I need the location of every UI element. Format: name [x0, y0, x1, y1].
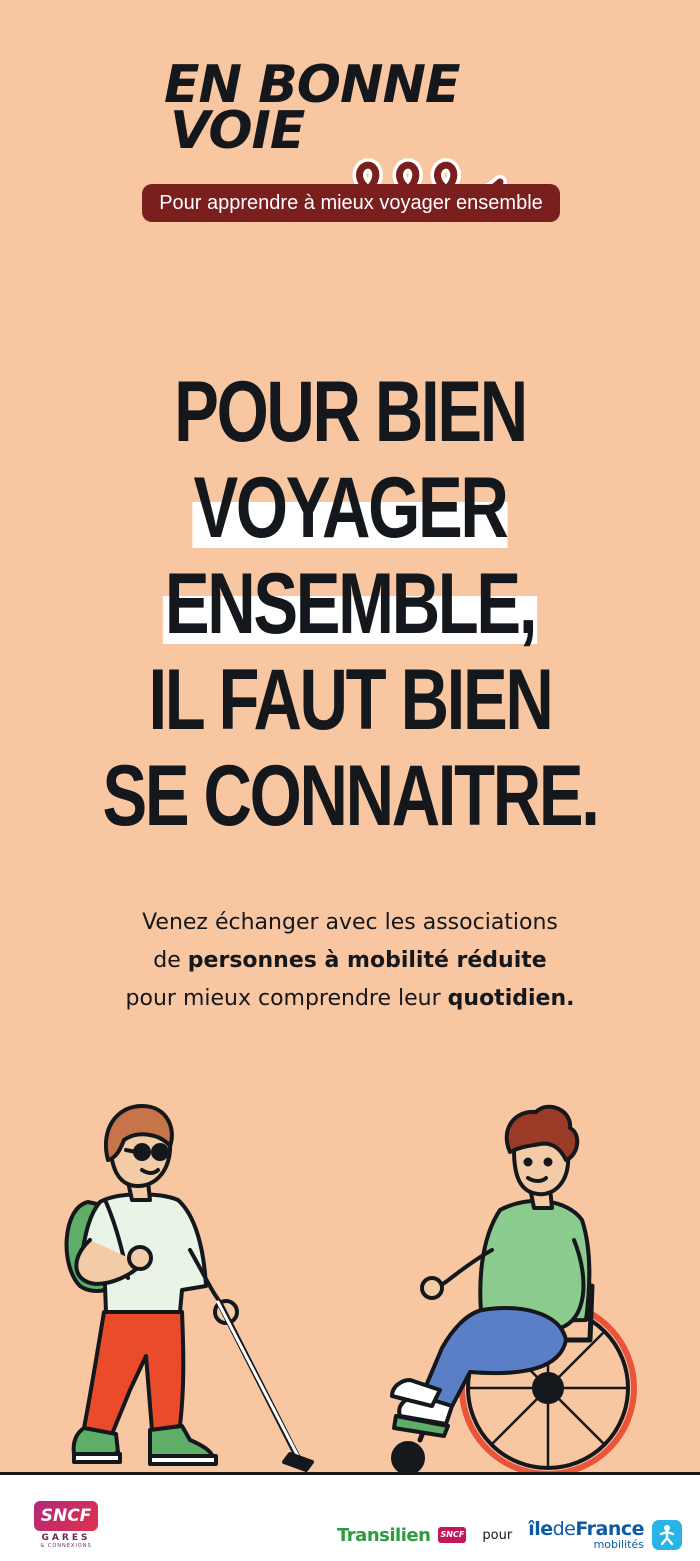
sncf-gares-label: GARES: [41, 1533, 91, 1543]
person-with-cane-illustration: [67, 1106, 312, 1470]
headline-line-1-text: POUR BIEN: [174, 364, 526, 460]
en-bonne-voie-logo: [140, 56, 560, 226]
body-text: [40, 904, 660, 1018]
transilien-sncf-badge: SNCF: [438, 1527, 466, 1543]
headline-line-5-text: SE CONNAITRE.: [102, 748, 598, 844]
partner-logos: [337, 1515, 682, 1555]
body-line-3-bold: quotidien.: [447, 986, 575, 1011]
logo-title-line2: VOIE: [170, 101, 305, 161]
idf-mobilites-icon: [652, 1520, 682, 1550]
idf-france: France: [575, 1518, 644, 1540]
person-in-wheelchair-illustration: [392, 1107, 634, 1474]
headline-line-3-text: ENSEMBLE,: [164, 556, 536, 652]
headline: [0, 364, 700, 844]
sncf-logo: [34, 1501, 98, 1551]
idf-mobilites-label: mobilités: [593, 1538, 644, 1551]
idf-ile: île: [528, 1518, 553, 1540]
body-line-3-prefix: pour mieux comprendre leur: [125, 986, 448, 1011]
body-line-2: [40, 942, 660, 980]
idf-mobilites-logo: [528, 1520, 644, 1550]
idf-wordmark: [528, 1520, 644, 1539]
headline-line-1: [77, 364, 623, 460]
logo-title: [164, 55, 460, 161]
headline-line-3: [77, 556, 623, 652]
headline-line-2: [77, 460, 623, 556]
illustration-scene: [0, 1090, 700, 1490]
body-line-3: [40, 980, 660, 1018]
pour-label: pour: [482, 1527, 513, 1543]
logo-tagline: Pour apprendre à mieux voyager ensemble: [142, 184, 560, 222]
sncf-connexions-label: & CONNEXIONS: [40, 1543, 92, 1549]
body-line-2-prefix: de: [153, 948, 188, 973]
footer: [0, 1475, 700, 1561]
body-line-1: Venez échanger avec les associations: [142, 910, 558, 935]
body-line-2-bold: personnes à mobilité réduite: [187, 948, 547, 973]
transilien-logo: Transilien: [337, 1524, 431, 1546]
sncf-badge: SNCF: [34, 1501, 98, 1531]
headline-line-5: [77, 748, 623, 844]
idf-de: de: [552, 1518, 576, 1540]
logo-title-line1: EN BONNE: [164, 55, 460, 115]
headline-line-2-text: VOYAGER: [193, 460, 507, 556]
headline-line-4-text: IL FAUT BIEN: [148, 652, 552, 748]
headline-line-4: [77, 652, 623, 748]
